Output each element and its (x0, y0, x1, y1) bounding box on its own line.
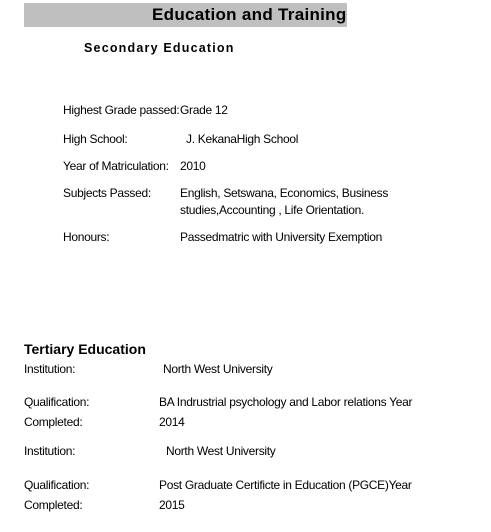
tertiary-education-heading: Tertiary Education (24, 341, 146, 357)
value-highest-grade: Grade 12 (180, 103, 228, 117)
label-highest-grade: Highest Grade passed: (63, 103, 180, 117)
label-institution-1: Institution: (24, 362, 76, 376)
value-year-matriculation: 2010 (180, 159, 206, 173)
value-subjects-passed: English, Setswana, Economics, Business studies,Accounting , Life Orientation. (180, 186, 389, 217)
label-honours: Honours: (63, 230, 110, 244)
label-qualification-1: Qualification: (24, 395, 90, 409)
label-institution-2: Institution: (24, 444, 76, 458)
value-completed-2: 2015 (159, 498, 185, 512)
value-institution-2: North West University (166, 444, 276, 458)
value-completed-1: 2014 (159, 415, 185, 429)
label-qualification-2: Qualification: (24, 478, 90, 492)
label-high-school: High School: (63, 132, 128, 146)
label-year-matriculation: Year of Matriculation: (63, 159, 169, 173)
label-subjects-passed: Subjects Passed: (63, 186, 151, 200)
section-title: Education and Training (152, 5, 347, 24)
value-qualification-1: BA Indrustrial psychology and Labor relations Year (159, 395, 413, 409)
value-honours: Passedmatric with University Exemption (180, 230, 383, 244)
value-high-school: J. KekanaHigh School (186, 132, 299, 146)
value-institution-1: North West University (163, 362, 273, 376)
label-completed-2: Completed: (24, 498, 83, 512)
value-qualification-2: Post Graduate Certificte in Education (PGCE)Year (159, 478, 412, 492)
label-completed-1: Completed: (24, 415, 83, 429)
secondary-education-heading: Secondary Education (84, 41, 235, 55)
